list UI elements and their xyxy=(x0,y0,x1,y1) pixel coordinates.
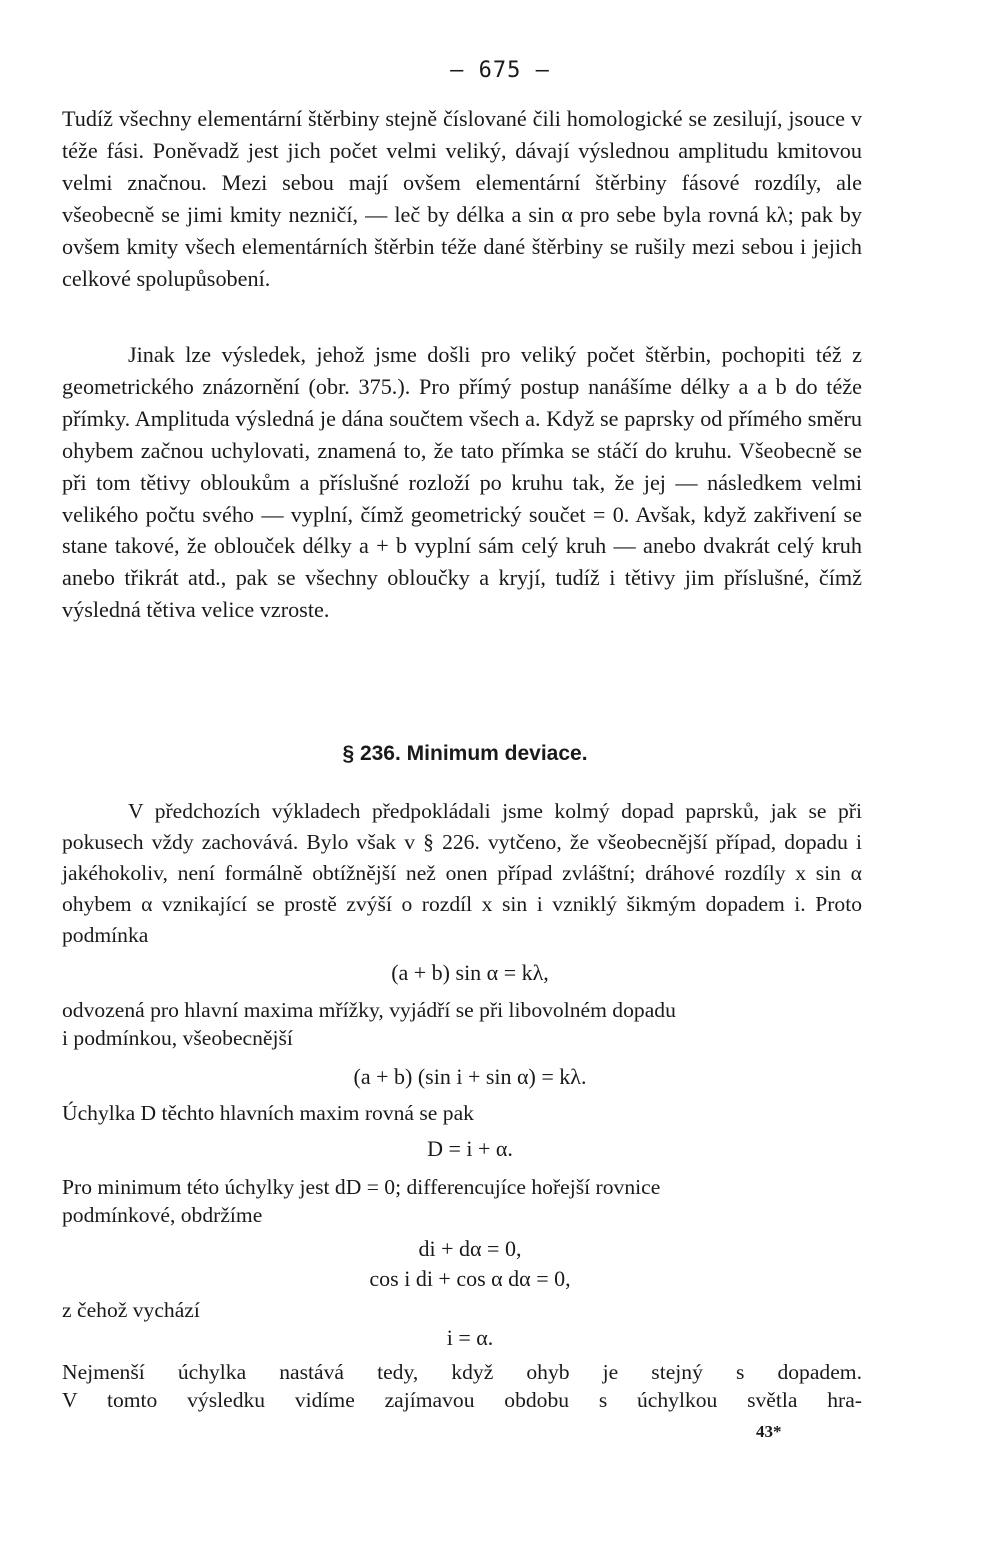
equation-differential-2: cos i di + cos α dα = 0, xyxy=(369,1266,571,1291)
paragraph-geometric-construction: Jinak lze výsledek, jehož jsme došli pro veliký počet štěrbin, pochopiti též z geometrického znázornění (obr. 375.). Pro přímý postup nanášíme délky a a b do téže přímky. Amplituda výsledná je dána součtem všech a. Když se paprsky od přímého směru ohybem začnou uchylovati, znamená to, že tato přímka se stáčí do kruhu. Všeobecně se při tom tětivy obloukům a příslušné rozloží po kruhu tak, že jej — následkem velmi velikého počtu svého — vyplní, čímž geometrický součet = 0. Avšak, když zakřivení se stane takové, že oblouček délky a + b vyplní sám celý kruh — anebo dvakrát celý kruh anebo třikrát atd., pak se všechny obloučky a kryjí, tudíž i tětivy jim příslušné, čímž výsledná tětiva velice vzroste. xyxy=(62,342,862,623)
paragraph-oblique-incidence: V předchozích výkladech předpokládali jsme kolmý dopad paprsků, jak se při pokusech vždy zachovává. Bylo však v § 226. vytčeno, že všeobecnější případ, dopadu i jakéhokoliv, není formálně obtížnější než onen případ zvláštní; dráhové rozdíly x sin α ohybem α vznikající se prostě zvýší o rozdíl x sin i vzniklý šikmým dopadem i. Proto podmínka xyxy=(62,799,862,947)
section-heading: § 236. Minimum deviace. xyxy=(342,742,588,765)
paragraph-conclusion-line-1: Nejmenší úchylka nastává tedy, když ohyb je stejný s dopadem. xyxy=(62,1360,862,1384)
signature-mark: 43* xyxy=(756,1422,782,1441)
paragraph-maxima-line-1: odvozená pro hlavní maxima mřížky, vyjádří se při libovolném dopadu xyxy=(62,998,676,1022)
paragraph-result-intro: z čehož vychází xyxy=(62,1298,200,1322)
equation-grating-oblique: (a + b) (sin i + sin α) = kλ. xyxy=(353,1064,587,1089)
paragraph-minimum-line-2: podmínkové, obdržíme xyxy=(62,1203,263,1227)
equation-grating-normal: (a + b) sin α = kλ, xyxy=(391,960,549,985)
paragraph-minimum-line-1: Pro minimum této úchylky jest dD = 0; differencujíce hořejší rovnice xyxy=(62,1175,661,1199)
equation-differential-1: di + dα = 0, xyxy=(418,1236,522,1261)
paragraph-conclusion-line-2: V tomto výsledku vidíme zajímavou obdobu s úchylkou světla hra- xyxy=(62,1388,862,1412)
paragraph-homologous-slits: Tudíž všechny elementární štěrbiny stejně číslované čili homologické se zesilují, jsouce v téže fási. Poněvadž jest jich počet velmi veliký, dávají výslednou amplitudu kmitovou velmi značnou. Mezi sebou mají ovšem elementární štěrbiny fásové rozdíly, ale všeobecně se jimi kmity nezničí, — leč by délka a sin α pro sebe byla rovná kλ; pak by ovšem kmity všech elementárních štěrbin téže dané štěrbiny se rušily mezi sebou i jejich celkové spolupůsobení. xyxy=(62,106,862,291)
equation-deviation: D = i + α. xyxy=(427,1136,513,1161)
paragraph-deviation: Úchylka D těchto hlavních maxim rovná se pak xyxy=(62,1101,474,1125)
equation-result: i = α. xyxy=(446,1325,494,1350)
paragraph-maxima-line-2: i podmínkou, všeobecnější xyxy=(62,1026,293,1050)
page-number: — 675 — xyxy=(450,58,550,83)
